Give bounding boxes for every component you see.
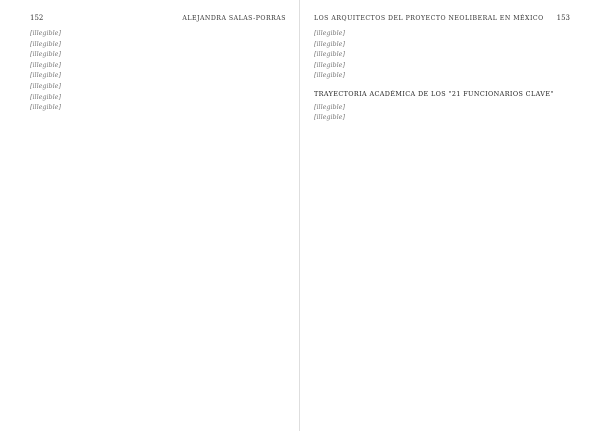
body-paragraph: [illegible]	[30, 92, 61, 101]
left-page-body	[30, 29, 286, 112]
left-page-number: 152	[30, 14, 44, 22]
right-running-head	[314, 14, 570, 23]
right-running-head-title: LOS ARQUITECTOS DEL PROYECTO NEOLIBERAL EN MÉXICO	[314, 15, 544, 22]
body-paragraph: [illegible]	[30, 29, 61, 37]
body-paragraph: [illegible]	[314, 29, 345, 37]
body-paragraph: [illegible]	[314, 39, 345, 48]
body-paragraph: [illegible]	[30, 81, 61, 90]
left-running-head-title: ALEJANDRA SALAS-PORRAS	[182, 15, 286, 22]
body-paragraph: [illegible]	[314, 102, 345, 111]
right-page	[300, 0, 600, 431]
right-page-body	[314, 29, 570, 122]
right-page-number: 153	[556, 14, 570, 22]
body-paragraph: [illegible]	[30, 39, 61, 48]
body-paragraph: [illegible]	[30, 103, 61, 112]
body-paragraph: [illegible]	[30, 71, 61, 80]
body-paragraph: [illegible]	[314, 71, 345, 80]
section-heading: TRAYECTORIA ACADÉMICA DE LOS "21 FUNCIONARIOS CLAVE"	[314, 89, 554, 98]
body-paragraph: [illegible]	[30, 60, 61, 69]
body-paragraph: [illegible]	[314, 50, 345, 59]
left-running-head	[30, 14, 286, 23]
body-paragraph: [illegible]	[30, 50, 61, 59]
body-paragraph: [illegible]	[314, 113, 345, 122]
body-paragraph: [illegible]	[314, 60, 345, 69]
